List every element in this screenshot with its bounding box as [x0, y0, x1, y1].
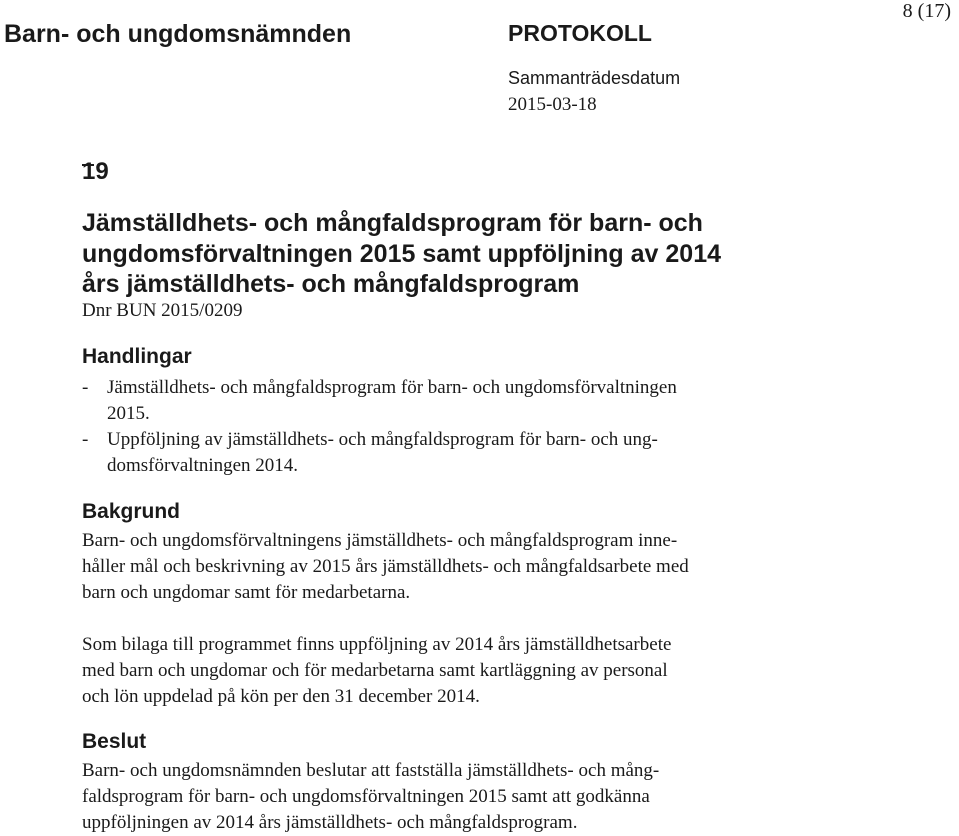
text-line: håller mål och beskrivning av 2015 års jämställdhets- och mångfaldsarbete med — [82, 556, 689, 577]
text-line: uppföljningen av 2014 års jämställdhets- och mångfaldsprogram. — [82, 812, 578, 833]
meeting-date: 2015-03-18 — [508, 94, 597, 115]
organization-name: Barn- och ungdomsnämnden — [4, 20, 352, 48]
list-item — [82, 375, 677, 427]
list-item — [82, 427, 677, 479]
diary-number: Dnr BUN 2015/0209 — [82, 300, 243, 321]
item-title-line: Jämställdhets- och mångfaldsprogram för barn- och — [82, 209, 703, 237]
section-heading-beslut: Beslut — [82, 730, 147, 753]
list-dash: - — [82, 429, 89, 450]
background-paragraph-1 — [82, 528, 689, 606]
item-title — [82, 208, 721, 300]
item-title-line: års jämställdhets- och mångfaldsprogram — [82, 270, 580, 298]
meeting-date-label: Sammanträdesdatum — [508, 68, 681, 88]
text-line: barn och ungdomar samt för medarbetarna. — [82, 582, 411, 603]
documents-list — [82, 375, 677, 479]
text-line: Barn- och ungdomsnämnden beslutar att fastställa jämställdhets- och mång- — [82, 760, 660, 781]
text-line: Barn- och ungdomsförvaltningens jämställdhets- och mångfaldsprogram inne- — [82, 530, 678, 551]
background-paragraph-2 — [82, 632, 671, 710]
item-title-line: ungdomsförvaltningen 2015 samt uppföljning av 2014 — [82, 239, 722, 268]
text-line: med barn och ungdomar och för medarbetarna samt kartläggning av personal — [82, 660, 668, 681]
decision-text — [82, 758, 659, 836]
text-line: faldsprogram för barn- och ungdomsförvaltningen 2015 samt att godkänna — [82, 786, 650, 807]
list-item-line: Jämställdhets- och mångfaldsprogram för barn- och ungdomsförvaltningen — [107, 377, 677, 398]
section-heading-handlingar: Handlingar — [82, 345, 192, 368]
section-heading-bakgrund: Bakgrund — [82, 500, 181, 523]
list-dash: - — [82, 377, 89, 398]
document-type: PROTOKOLL — [508, 20, 652, 46]
paragraph-number: 19 — [82, 158, 109, 185]
text-line: Som bilaga till programmet finns uppföljning av 2014 års jämställdhetsarbete — [82, 634, 672, 655]
list-item-line: domsförvaltningen 2014. — [107, 455, 299, 476]
text-line: och lön uppdelad på kön per den 31 december 2014. — [82, 686, 480, 707]
page-number: 8 (17) — [902, 0, 951, 22]
list-item-line: 2015. — [107, 403, 150, 424]
list-item-line: Uppföljning av jämställdhets- och mångfaldsprogram för barn- och ung- — [107, 429, 658, 450]
